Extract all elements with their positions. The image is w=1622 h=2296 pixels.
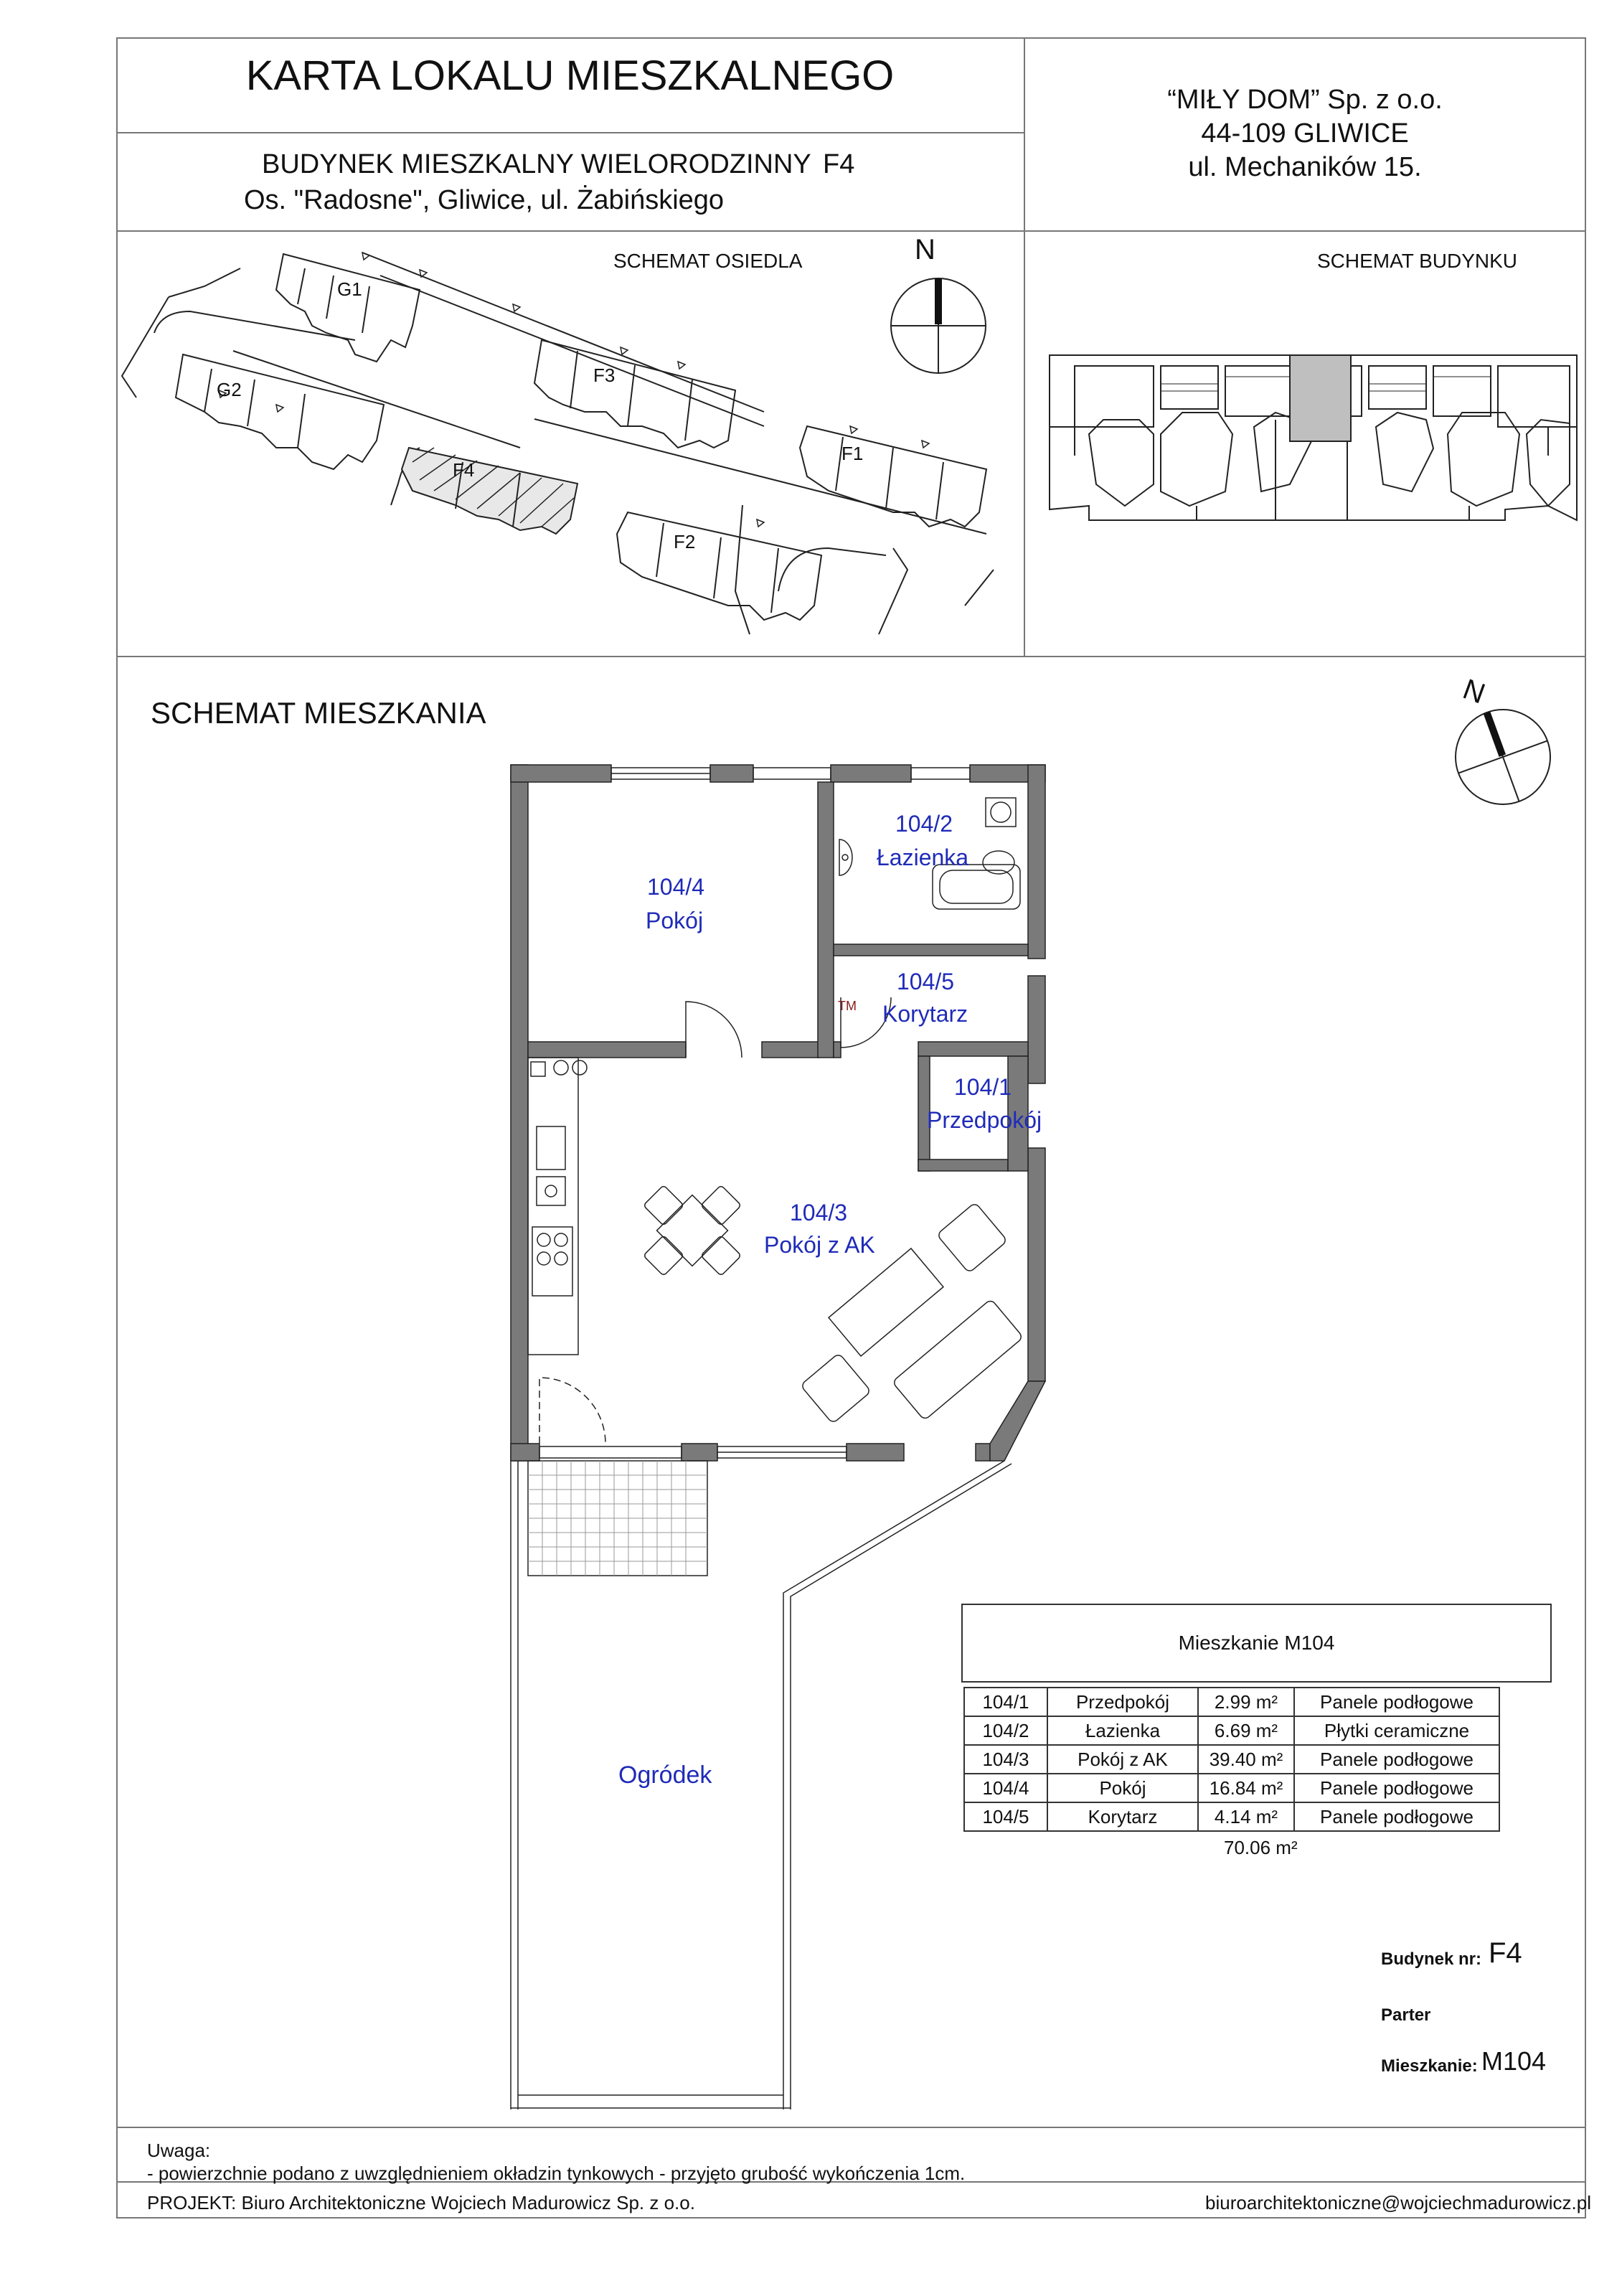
table-row: 104/1 Przedpokój 2.99 m² Panele podłogowe bbox=[964, 1688, 1499, 1716]
building-g1 bbox=[276, 254, 420, 362]
apartment-north-label: N bbox=[1458, 673, 1489, 710]
building-type: BUDYNEK MIESZKALNY WIELORODZINNY bbox=[262, 149, 811, 179]
room-104-2-number: 104/2 bbox=[895, 811, 953, 837]
room-104-2-name: Łazienka bbox=[877, 844, 969, 870]
table-row: 104/4 Pokój 16.84 m² Panele podłogowe bbox=[964, 1774, 1499, 1802]
notes-top-rule bbox=[116, 2127, 1586, 2128]
tm-mark: TM bbox=[838, 999, 857, 1013]
building-g2 bbox=[176, 354, 384, 469]
garden-label: Ogródek bbox=[618, 1761, 712, 1789]
estate-scheme-label: SCHEMAT OSIEDLA bbox=[613, 250, 803, 272]
building-f3 bbox=[534, 340, 735, 448]
room-104-1-name: Przedpokój bbox=[927, 1107, 1042, 1133]
company-street: ul. Mechaników 15. bbox=[1188, 152, 1422, 182]
room-104-5-name: Korytarz bbox=[882, 1001, 968, 1027]
summary-table bbox=[963, 1687, 1500, 1832]
title-rule bbox=[116, 132, 1024, 133]
building-code: F4 bbox=[823, 149, 855, 179]
page-title: KARTA LOKALU MIESZKALNEGO bbox=[245, 52, 895, 99]
room-104-4-number: 104/4 bbox=[647, 874, 705, 900]
compass-icon bbox=[888, 276, 989, 376]
apartment-number-label: Mieszkanie: bbox=[1381, 2056, 1478, 2076]
building-scheme-label: SCHEMAT BUDYNKU bbox=[1317, 250, 1518, 272]
table-row: 104/2 Łazienka 6.69 m² Płytki ceramiczne bbox=[964, 1716, 1499, 1745]
footer-email: biuroarchitektoniczne@wojciechmadurowicz.pl bbox=[1205, 2192, 1591, 2213]
apartment-number-value: M104 bbox=[1481, 2046, 1547, 2076]
company-name: “MIŁY DOM” Sp. z o.o. bbox=[1167, 85, 1443, 115]
building-floor-plan bbox=[1046, 341, 1584, 535]
schemes-bottom-rule bbox=[116, 656, 1586, 657]
room-104-4-name: Pokój bbox=[646, 908, 704, 933]
estate-address: Os. "Radosne", Gliwice, ul. Żabińskiego bbox=[244, 185, 725, 215]
footer-project: PROJEKT: Biuro Architektoniczne Wojciech Madurowicz Sp. z o.o. bbox=[147, 2192, 695, 2213]
apartment-floor-plan bbox=[502, 761, 1055, 2117]
room-104-3-name: Pokój z AK bbox=[764, 1232, 875, 1258]
highlighted-apartment bbox=[1290, 355, 1351, 441]
notes-text: - powierzchnie podano z uwzględnieniem okładzin tynkowych - przyjęto grubość wykończenia 1cm. bbox=[147, 2163, 966, 2184]
building-number-label: Budynek nr: bbox=[1381, 1949, 1482, 1969]
floor-label: Parter bbox=[1381, 2005, 1431, 2025]
building-f1 bbox=[800, 426, 986, 527]
room-104-1-number: 104/1 bbox=[954, 1074, 1012, 1100]
label-f1: F1 bbox=[841, 443, 864, 464]
building-f4 bbox=[402, 448, 577, 534]
company-city: 44-109 GLIWICE bbox=[1201, 118, 1409, 149]
table-row: 104/5 Korytarz 4.14 m² Panele podłogowe bbox=[964, 1802, 1499, 1831]
summary-title: Mieszkanie M104 bbox=[1178, 1632, 1335, 1654]
header-bottom-rule bbox=[116, 230, 1586, 232]
building-f2 bbox=[617, 512, 821, 620]
estate-north-label: N bbox=[915, 234, 935, 265]
label-g2: G2 bbox=[217, 379, 242, 400]
notes-title: Uwaga: bbox=[147, 2140, 211, 2161]
estate-site-plan bbox=[118, 232, 1022, 654]
building-number-value: F4 bbox=[1489, 1937, 1522, 1969]
apartment-scheme-label: SCHEMAT MIESZKANIA bbox=[151, 696, 486, 730]
apartment-compass-icon bbox=[1453, 707, 1553, 807]
room-104-5-number: 104/5 bbox=[897, 969, 955, 994]
label-f3: F3 bbox=[593, 364, 616, 386]
room-104-3-number: 104/3 bbox=[790, 1200, 848, 1225]
summary-total: 70.06 m² bbox=[1224, 1837, 1298, 1858]
label-g1: G1 bbox=[337, 278, 362, 300]
label-f2: F2 bbox=[674, 531, 696, 552]
table-row: 104/3 Pokój z AK 39.40 m² Panele podłogowe bbox=[964, 1745, 1499, 1774]
label-f4: F4 bbox=[453, 459, 475, 481]
